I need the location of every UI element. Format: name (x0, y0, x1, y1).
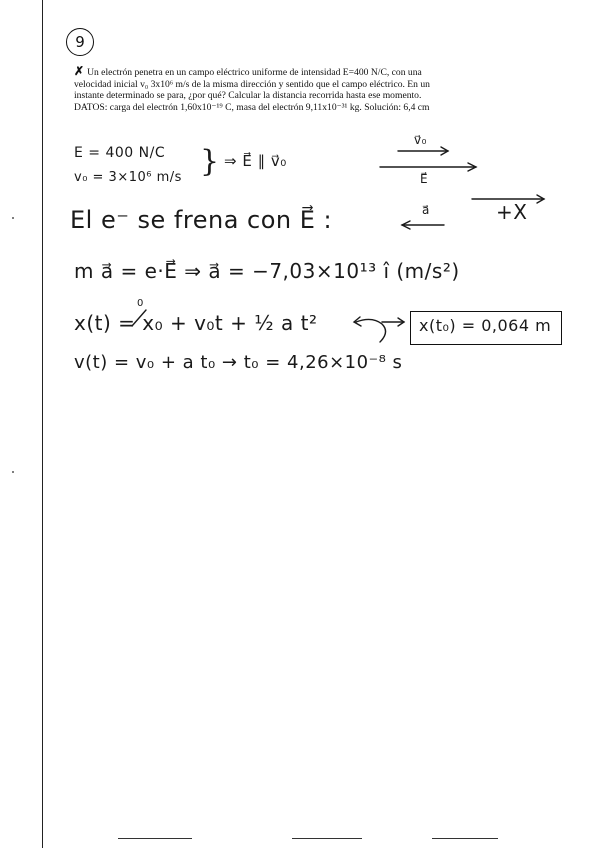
brake-statement: El e⁻ se frena con E⃗ : (70, 206, 333, 234)
acceleration-label: a⃗ (422, 203, 430, 217)
positive-x-label: +X (496, 200, 528, 224)
statement-line: velocidad inicial v₀ 3x10⁶ m/s de la misma dirección y sentido que el campo eléctrico. En un (74, 78, 430, 90)
problem-marker: ✗ (74, 64, 85, 78)
problem-number: 9 (66, 28, 94, 56)
data-field-e: E = 400 N/C (74, 145, 166, 161)
velocity-equation: v(t) = v₀ + a t₀ → t₀ = 4,26×10⁻⁸ s (74, 352, 403, 373)
diagram-e-label: E⃗ (420, 172, 429, 186)
statement-line: instante determinado se para, ¿por qué? Calcular la distancia recorrida hasta ese momento. (74, 90, 422, 102)
position-equation: x(t) = x₀ + v₀t + ½ a t² (74, 311, 318, 335)
curly-brace: } (200, 144, 220, 179)
newton-equation: m a⃗ = e·E⃗ ⇒ a⃗ = −7,03×10¹³ î (m/s²) (74, 259, 460, 283)
parallel-statement: ⇒ E⃗ ∥ v⃗₀ (224, 152, 287, 170)
result-value: x(t₀) = 0,064 m (419, 316, 552, 335)
statement-line: Un electrón penetra en un campo eléctrico uniforme de intensidad E=400 N/C, con una (87, 67, 422, 78)
statement-line: DATOS: carga del electrón 1,60x10⁻¹⁹ C, masa del electrón 9,11x10⁻³¹ kg. Solución: 6,4 cm (74, 101, 430, 113)
x0-zero-note: 0 (137, 298, 144, 309)
data-field-v0: v₀ = 3×10⁶ m/s (74, 170, 182, 185)
diagram-v0-label: v⃗₀ (414, 133, 427, 147)
